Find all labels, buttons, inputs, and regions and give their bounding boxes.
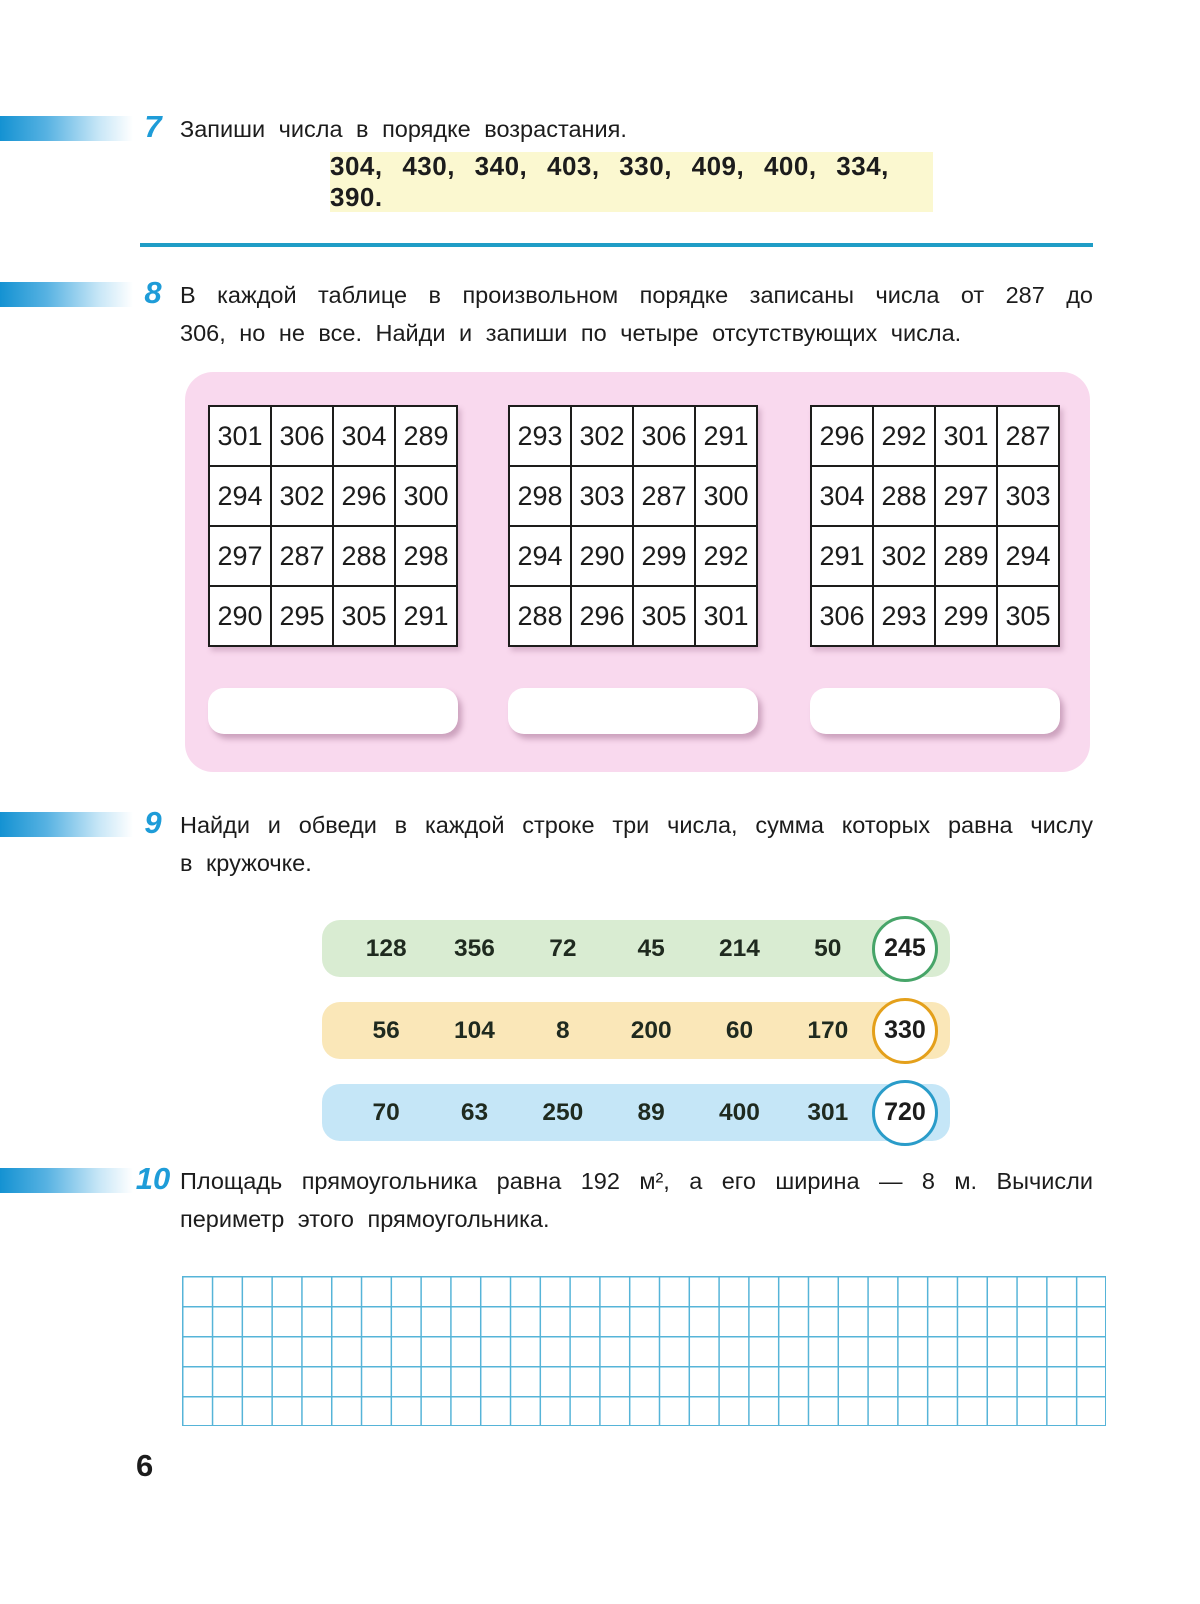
sum-row-2 <box>322 1002 950 1059</box>
table-cell: 296 <box>811 406 873 466</box>
task-7-text <box>180 110 1093 148</box>
table-cell: 296 <box>571 586 633 646</box>
table-cell: 306 <box>271 406 333 466</box>
sum-row-number[interactable]: 72 <box>549 934 577 962</box>
sum-row-number[interactable]: 63 <box>460 1098 489 1126</box>
table-cell: 305 <box>633 586 695 646</box>
table-cell: 287 <box>271 526 333 586</box>
table-cell: 298 <box>509 466 571 526</box>
task-8-text-line: В каждой таблице в произвольном порядке записаны числа от 287 до <box>180 282 1093 308</box>
table-cell: 303 <box>571 466 633 526</box>
page-number: 6 <box>136 1448 154 1483</box>
sum-row-number[interactable]: 45 <box>637 934 665 962</box>
squared-writing-grid[interactable] <box>182 1276 1106 1426</box>
table-cell: 291 <box>811 526 873 586</box>
table-cell: 302 <box>873 526 935 586</box>
table-cell: 300 <box>395 466 457 526</box>
sum-row-number[interactable]: 200 <box>630 1016 672 1044</box>
table-cell: 305 <box>333 586 395 646</box>
task-9-text-line: в кружочке. <box>180 850 312 876</box>
sum-row-number[interactable]: 56 <box>372 1016 400 1044</box>
task-8-text-line: 306, но не все. Найди и запиши по четыре отсутствующих числа. <box>180 320 962 346</box>
table-cell: 294 <box>997 526 1059 586</box>
table-cell: 294 <box>209 466 271 526</box>
sum-row-number[interactable]: 89 <box>637 1098 665 1126</box>
task-band-gradient <box>0 812 133 837</box>
sum-row-number[interactable]: 400 <box>719 1098 760 1126</box>
sum-row-1 <box>322 920 950 977</box>
table-cell: 288 <box>333 526 395 586</box>
sum-row-number[interactable]: 60 <box>725 1016 754 1044</box>
table-cell: 305 <box>997 586 1059 646</box>
answer-box-3[interactable] <box>810 688 1060 734</box>
sum-row-number[interactable]: 301 <box>807 1098 849 1126</box>
task-10-text <box>180 1162 1093 1238</box>
sum-row-number[interactable]: 8 <box>556 1016 570 1044</box>
number-table-3 <box>810 405 1060 647</box>
table-cell: 301 <box>935 406 997 466</box>
table-cell: 297 <box>209 526 271 586</box>
task-8 <box>0 276 1200 352</box>
sum-row-number[interactable]: 170 <box>807 1016 849 1044</box>
table-cell: 292 <box>873 406 935 466</box>
table-cell: 298 <box>395 526 457 586</box>
table-cell: 296 <box>333 466 395 526</box>
table-cell: 294 <box>509 526 571 586</box>
table-cell: 302 <box>271 466 333 526</box>
sum-row-number[interactable]: 128 <box>365 934 407 962</box>
task-9-number: 9 <box>144 805 162 840</box>
table-cell: 293 <box>509 406 571 466</box>
sum-row-number[interactable]: 70 <box>372 1098 400 1126</box>
table-cell: 299 <box>633 526 695 586</box>
separator-line <box>140 243 1093 247</box>
task-10-text-line: периметр этого прямоугольника. <box>180 1206 550 1232</box>
task-10-text-line: Площадь прямоугольника равна 192 м², а его ширина — 8 м. Вычисли <box>180 1168 1093 1194</box>
table-cell: 303 <box>997 466 1059 526</box>
table-cell: 290 <box>209 586 271 646</box>
table-cell: 295 <box>271 586 333 646</box>
table-cell: 304 <box>811 466 873 526</box>
answer-box-2[interactable] <box>508 688 758 734</box>
table-cell: 287 <box>997 406 1059 466</box>
task-7-numbers-strip: 304, 430, 340, 403, 330, 409, 400, 334, 390. <box>330 152 933 212</box>
task-7 <box>0 110 1200 148</box>
sum-row-number[interactable]: 214 <box>719 934 760 962</box>
task-10 <box>0 1162 1200 1238</box>
table-cell: 291 <box>395 586 457 646</box>
number-table-1 <box>208 405 458 647</box>
table-cell: 293 <box>873 586 935 646</box>
task-band-gradient <box>0 1168 133 1193</box>
table-cell: 301 <box>209 406 271 466</box>
sum-row-number[interactable]: 50 <box>814 934 842 962</box>
task-8-text <box>180 276 1093 352</box>
task-band-gradient <box>0 282 133 307</box>
task-9 <box>0 806 1200 882</box>
table-cell: 287 <box>633 466 695 526</box>
table-cell: 292 <box>695 526 757 586</box>
task-9-text <box>180 806 1093 882</box>
task-9-text-line: Найди и обведи в каждой строке три числа, сумма которых равна числу <box>180 812 1093 838</box>
table-cell: 299 <box>935 586 997 646</box>
table-cell: 297 <box>935 466 997 526</box>
table-cell: 306 <box>811 586 873 646</box>
tables-panel <box>185 372 1090 772</box>
sum-row-number[interactable]: 250 <box>542 1098 584 1126</box>
task-band-gradient <box>0 116 133 141</box>
table-cell: 289 <box>935 526 997 586</box>
target-sum-circle: 245 <box>872 916 938 982</box>
table-cell: 304 <box>333 406 395 466</box>
table-cell: 306 <box>633 406 695 466</box>
sum-row-number[interactable]: 356 <box>454 934 495 962</box>
sum-row-number[interactable]: 104 <box>454 1016 495 1044</box>
task-10-number: 10 <box>135 1161 171 1196</box>
sum-row-3 <box>322 1084 950 1141</box>
table-cell: 288 <box>873 466 935 526</box>
table-cell: 289 <box>395 406 457 466</box>
table-cell: 288 <box>509 586 571 646</box>
target-sum-circle: 720 <box>872 1080 938 1146</box>
table-cell: 291 <box>695 406 757 466</box>
target-sum-circle: 330 <box>872 998 938 1064</box>
task-7-text-line: Запиши числа в порядке возрастания. <box>180 116 627 142</box>
table-cell: 290 <box>571 526 633 586</box>
table-cell: 302 <box>571 406 633 466</box>
table-cell: 300 <box>695 466 757 526</box>
number-table-2 <box>508 405 758 647</box>
task-8-number: 8 <box>144 275 162 310</box>
task-7-number: 7 <box>144 109 162 144</box>
answer-box-1[interactable] <box>208 688 458 734</box>
table-cell: 301 <box>695 586 757 646</box>
